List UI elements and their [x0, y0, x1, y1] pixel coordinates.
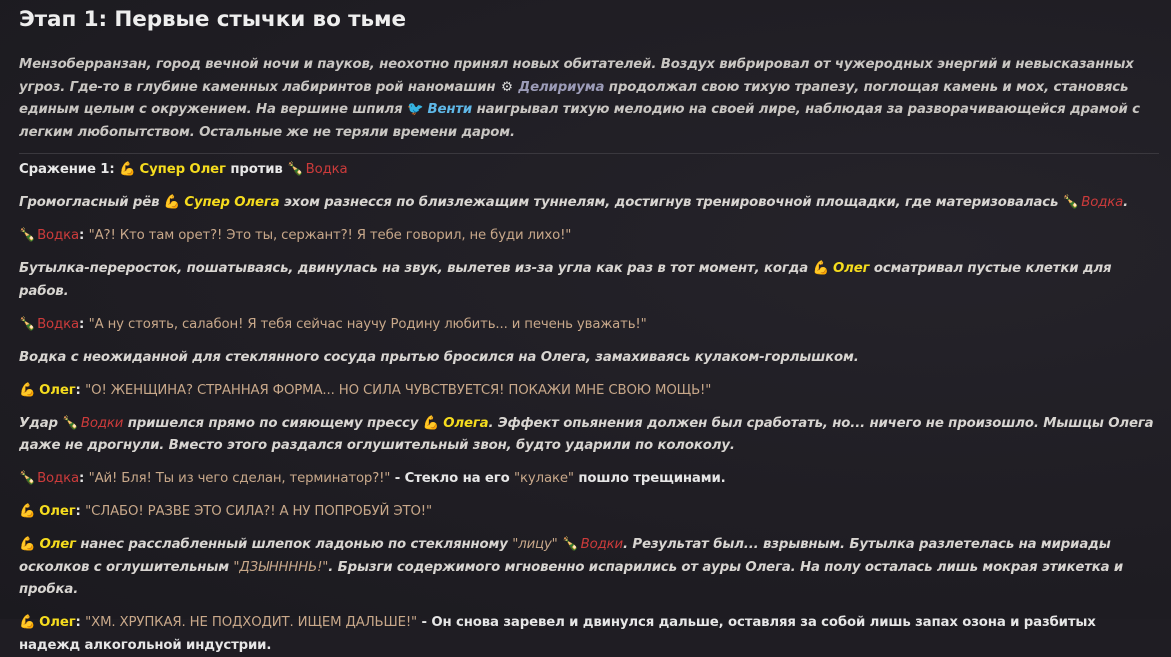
- narration-paragraph: Водка с неожиданной для стеклянного сосуда прытью бросился на Олега, замахиваясь кулаком-горлышком.: [19, 349, 859, 365]
- colon: :: [75, 504, 86, 519]
- narration-text: . Брызги содержимого мгновенно испарились от ауры Олега. На полу осталась лишь мокрая этикетка и пробка.: [19, 559, 1124, 597]
- bottle-icon: 🍾: [1062, 195, 1080, 210]
- bottle-icon: 🍾: [562, 537, 579, 552]
- colon: :: [78, 228, 89, 243]
- battle-heading: [19, 159, 1159, 182]
- gear-icon: ⚙: [501, 79, 513, 95]
- flexed-biceps-icon: 💪: [19, 382, 36, 398]
- dialogue-text: - Стекло на его: [390, 471, 515, 486]
- dialogue-text: пошло трещинами.: [573, 471, 726, 486]
- bottle-icon: 🍾: [19, 471, 36, 486]
- intro-text-2: продолжал свою тихую трапезу, поглощая камень и мох, становясь единым целым с окружением. На вершине шпиля: [19, 79, 1129, 117]
- narration-paragraph: [19, 413, 1159, 458]
- oleg-name: Олег: [39, 537, 76, 552]
- flexed-biceps-icon: 💪: [19, 615, 36, 630]
- dialogue-line: [19, 501, 1159, 524]
- narration-text: нанес расслабленный шлепок ладонью по стеклянному: [75, 537, 513, 552]
- oleg-name: Олег: [39, 382, 76, 398]
- dialogue-line: [19, 314, 1159, 337]
- intro-text-3: наигрывал тихую мелодию на своей лире, наблюдая за разворачивающейся драмой с легким любопытством. Остальные же не теряли времени даром.: [19, 102, 1140, 140]
- oleg-name: Олег: [39, 615, 76, 630]
- bird-icon: 🐦: [406, 102, 424, 117]
- bottle-icon: 🍾: [19, 228, 36, 243]
- dialogue-line: [19, 612, 1159, 657]
- dialogue-quote: "СЛАБО! РАЗВЕ ЭТО СИЛА?! А НУ ПОПРОБУЙ ЭТО!": [85, 504, 432, 519]
- stage-title: Этап 1: Первые стычки во тьме: [19, 7, 406, 32]
- dialogue-quote: "кулаке": [514, 471, 574, 486]
- narration-text: .: [1123, 195, 1129, 210]
- colon: :: [75, 382, 86, 398]
- narration-paragraph: [19, 534, 1159, 602]
- flexed-biceps-icon: 💪: [163, 195, 181, 210]
- vodka-name: Водка: [37, 316, 79, 332]
- vodka-name: Водка: [305, 162, 348, 177]
- colon: :: [75, 615, 86, 630]
- narration-text: эхом разнесся по близлежащим туннелям, достигнув тренировочной площадки, где материзовалась: [279, 195, 1063, 210]
- oleg-name: Олега: [443, 415, 489, 431]
- dialogue-quote: "О! ЖЕНЩИНА? СТРАННАЯ ФОРМА... НО СИЛА ЧУВСТВУЕТСЯ! ПОКАЖИ МНЕ СВОЮ МОЩЬ!": [85, 382, 712, 398]
- bottle-icon: 🍾: [62, 415, 79, 431]
- narration-text: Удар: [19, 415, 63, 431]
- vodka-name: Водка: [37, 471, 79, 486]
- narration-text: пришелся прямо по сияющему прессу: [123, 415, 423, 431]
- narration-paragraph: [19, 192, 1159, 215]
- flexed-biceps-icon: 💪: [19, 504, 36, 519]
- narration-text: осматривал пустые клетки для рабов.: [19, 261, 1112, 299]
- oleg-name: Олег: [833, 261, 870, 276]
- dialogue-line: [19, 225, 1159, 248]
- venti-name: Венти: [427, 102, 473, 117]
- vodka-name: Водка: [37, 228, 79, 243]
- intro-paragraph: [19, 54, 1159, 154]
- flexed-biceps-icon: 💪: [119, 162, 136, 177]
- vodka-name: Водки: [80, 415, 124, 431]
- intro-text-1: Мензоберранзан, город вечной ночи и пауков, неохотно принял новых обитателей. Воздух вибрировал от чужеродных энергий и невысказанных угроз. Где-то в глубине каменных лабиринтов рой наномашин: [19, 57, 1134, 95]
- dialogue-line: [19, 380, 1159, 403]
- dialogue-text: - Он снова заревел и двинулся дальше, оставляя за собой лишь запах озона и разбитых надежд алкогольной индустрии.: [19, 615, 1096, 653]
- dialogue-quote: "Ай! Бля! Ты из чего сделан, терминатор?!": [88, 471, 391, 486]
- oleg-name: Олег: [39, 504, 76, 519]
- oleg-name: Супер Олега: [184, 195, 280, 210]
- narration-text: . Результат был... взрывным. Бутылка разлетелась на мириады осколков с оглушительным: [19, 537, 1111, 575]
- delirium-name: Делириума: [518, 79, 605, 95]
- narration-text: . Эффект опьянения должен был сработать, но... ничего не произошло. Мышцы Олега даже не дрогнули. Вместо этого раздался оглушительный звон, будто ударили по колоколу.: [19, 415, 1154, 453]
- dialogue-quote: "А?! Кто там орет?! Это ты, сержант?! Я тебе говорил, не буди лихо!": [88, 228, 572, 243]
- dialogue-quote: "А ну стоять, салабон! Я тебя сейчас научу Родину любить... и печень уважать!": [88, 316, 647, 332]
- narration-quote: "ДЗЫННННЬ!": [233, 559, 329, 575]
- battle-label: Сражение 1:: [19, 162, 120, 177]
- flexed-biceps-icon: 💪: [422, 415, 440, 431]
- versus-text: против: [225, 162, 288, 177]
- colon: :: [78, 316, 89, 332]
- oleg-name: Супер Олег: [139, 162, 226, 177]
- bottle-icon: 🍾: [287, 162, 304, 177]
- dialogue-line: [19, 468, 1159, 491]
- vodka-name: Водки: [580, 537, 623, 552]
- colon: :: [78, 471, 89, 486]
- dialogue-quote: "ХМ. ХРУПКАЯ. НЕ ПОДХОДИТ. ИЩЕМ ДАЛЬШЕ!": [85, 615, 417, 630]
- flexed-biceps-icon: 💪: [812, 261, 829, 276]
- bottle-icon: 🍾: [19, 316, 36, 332]
- narration-paragraph: [19, 258, 1159, 303]
- vodka-name: Водка: [1081, 195, 1124, 210]
- flexed-biceps-icon: 💪: [19, 537, 36, 552]
- narration-text: Бутылка-переросток, пошатываясь, двинулась на звук, вылетев из-за угла как раз в тот момент, когда: [19, 261, 813, 276]
- narration-quote: "лицу": [512, 537, 558, 552]
- narration-text: Громогласный рёв: [19, 195, 164, 210]
